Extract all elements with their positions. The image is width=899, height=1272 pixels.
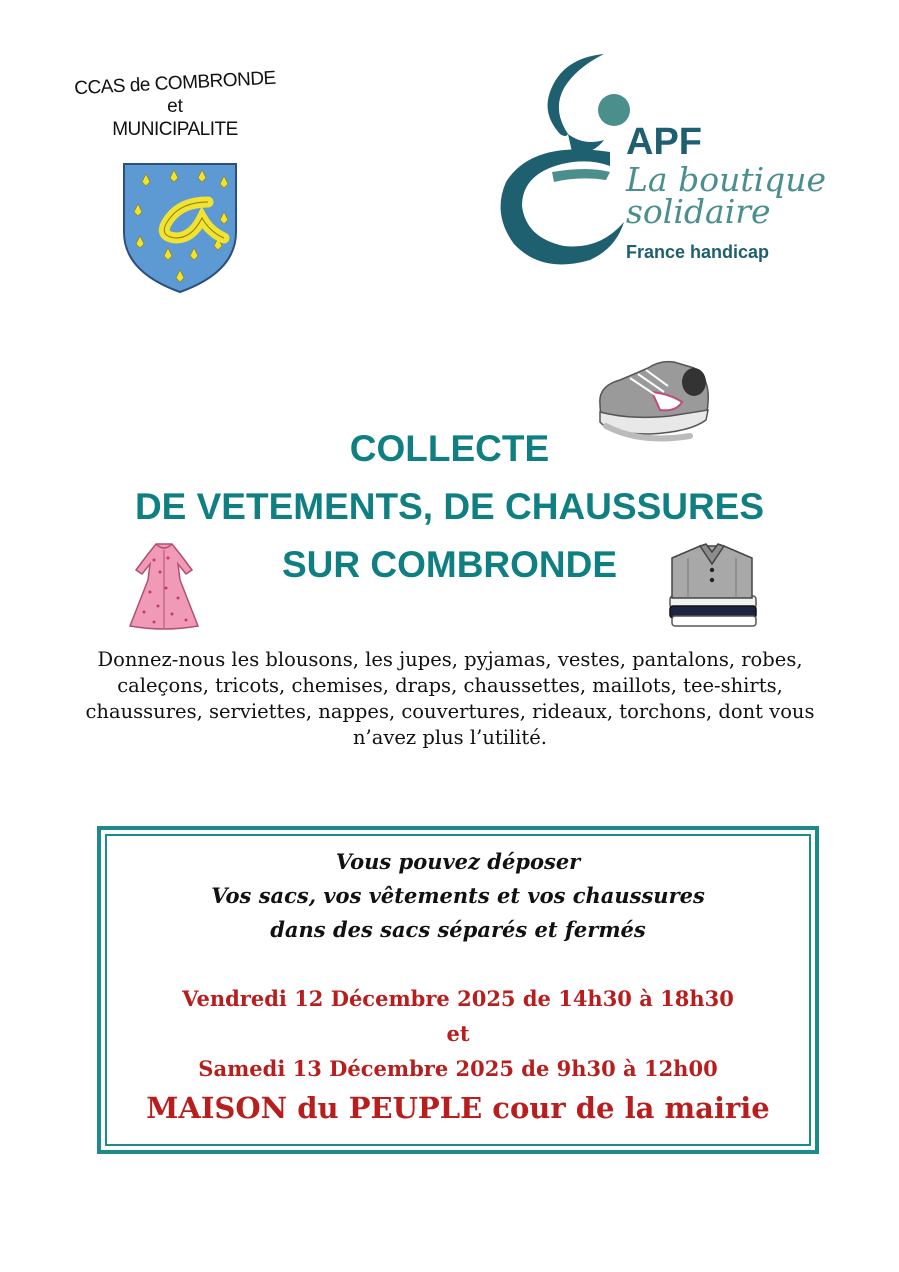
ccas-header <box>55 67 295 141</box>
instruction-line-1: Vous pouvez déposer <box>335 849 581 874</box>
apf-tagline-line2: solidaire <box>626 192 771 231</box>
apf-subtitle: France handicap <box>626 242 770 262</box>
dress-icon <box>128 540 200 632</box>
dates-block <box>97 981 819 1086</box>
info-box-content <box>97 845 819 1128</box>
coat-of-arms-icon <box>120 160 240 295</box>
title-line-2: DE VETEMENTS, DE CHAUSSURES <box>134 486 765 527</box>
date-connector: et <box>446 1021 470 1046</box>
intro-line: Donnez-nous les blousons, les jupes, pyjamas, vestes, pantalons, robes, <box>97 648 803 671</box>
intro-paragraph <box>60 647 840 751</box>
date-friday: Vendredi 12 Décembre 2025 de 14h30 à 18h30 <box>182 986 734 1011</box>
intro-line: chaussures, serviettes, nappes, couvertures, rideaux, torchons, dont vous <box>85 700 815 723</box>
intro-line: caleçons, tricots, chemises, draps, chaussettes, maillots, tee-shirts, <box>117 674 783 697</box>
apf-tagline-line1: La boutique <box>626 160 827 199</box>
date-saturday: Samedi 13 Décembre 2025 de 9h30 à 12h00 <box>198 1056 718 1081</box>
instruction-line-3: dans des sacs séparés et fermés <box>270 917 646 942</box>
intro-line: n’avez plus l’utilité. <box>352 726 547 749</box>
apf-logo-icon <box>492 48 642 278</box>
instruction-line-2: Vos sacs, vos vêtements et vos chaussures <box>211 883 705 908</box>
location: MAISON du PEUPLE cour de la mairie <box>146 1091 770 1125</box>
ccas-municipality: MUNICIPALITE <box>112 119 238 140</box>
ccas-connector: et <box>167 96 183 117</box>
folded-shirts-icon <box>664 540 760 630</box>
title-line-1: COLLECTE <box>349 428 550 469</box>
title-line-3: SUR COMBRONDE <box>281 544 618 585</box>
apf-logo-text <box>626 120 886 263</box>
apf-acronym: APF <box>626 121 702 163</box>
ccas-title: CCAS de COMBRONDE <box>73 67 277 100</box>
